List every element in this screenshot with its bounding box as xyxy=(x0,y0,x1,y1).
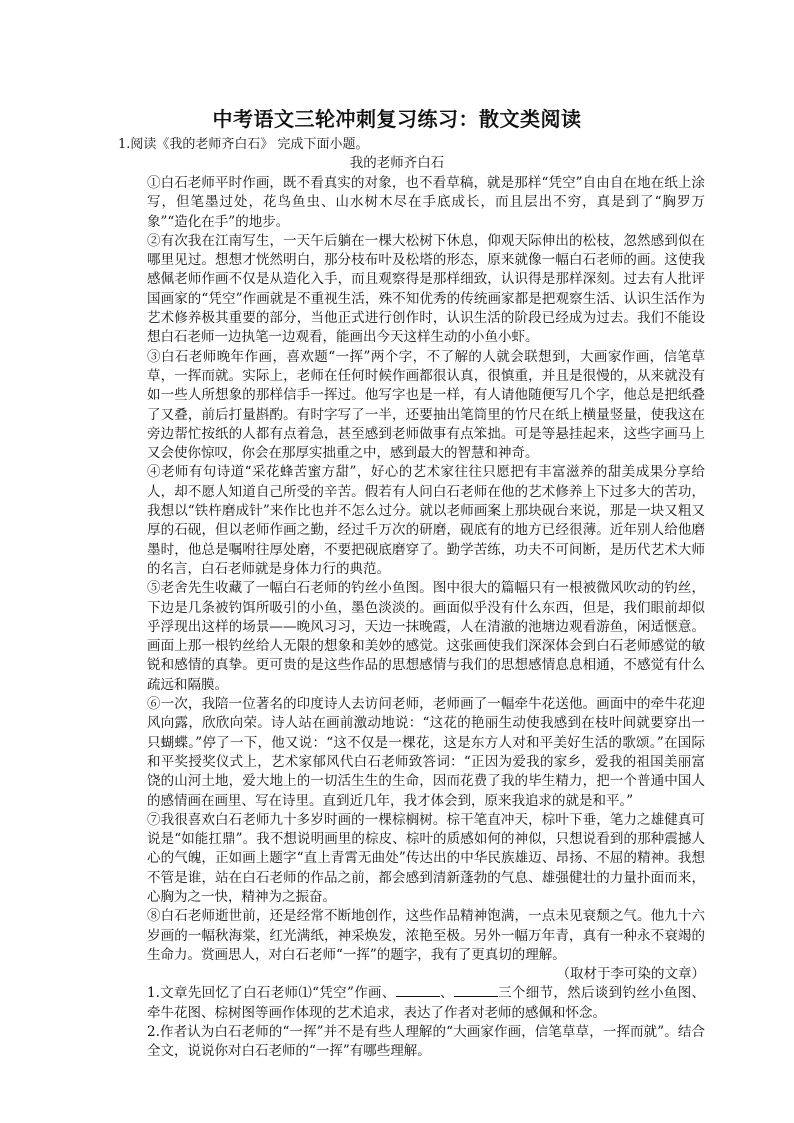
article-title: 我的老师齐白石 xyxy=(349,155,445,171)
question-1-text-a: 1.文章先回忆了白石老师⑴“凭空”作画、 xyxy=(147,985,396,1002)
answer-blank-2[interactable] xyxy=(454,984,498,997)
paragraph-2: ②有次我在江南写生，一天午后躺在一棵大松树下休息，仰观天际伸出的松枝，忽然感到似在哪里见过。想想才恍然明白，那分枝布叶及松塔的形态，原来就像一幅白石老师的画。这使我感佩老师作画不仅是从造化入手，而且观察得是那样细致，认识得是那样深刻。过去有人批评国画家的“凭空”作画就是不重视生活，殊不知优秀的传统画家都是把观察生活、认识生活作为艺术修养极其重要的部分，当他正式进行创作时，认识生活的阶段已经成为过去。我们不能设想白石老师一边执笔一边观看，能画出今天这样生动的小鱼小虾。 xyxy=(147,232,705,346)
answer-blank-1[interactable] xyxy=(396,984,440,997)
paragraph-4: ④老师有句诗道“采花蜂苦蜜方甜”，好心的艺术家往往只愿把有丰富滋养的甜美成果分享给人，却不愿人知道自己所受的辛苦。假若有人问白石老师在他的艺术修养上下过多大的苦功，我想以“铁杵磨成针”来作比也并不怎么过分。就以老师画案上那块砚台来说，那是一块又粗又厚的石砚，但以老师作画之勤，经过千万次的研磨，砚底有的地方已经很薄。近年别人给他磨墨时，他总是嘱咐往厚处磨，不要把砚底磨穿了。勤学苦练，功夫不可间断，是历代艺术大师的名言，白石老师就是身体力行的典范。 xyxy=(147,464,705,577)
paragraph-6: ⑥一次，我陪一位著名的印度诗人去访问老师，老师画了一幅牵牛花送他。画面中的牵牛花迎风向露，欣欣向荣。诗人站在画前激动地说：“这花的艳丽生动使我感到在枝叶间就要穿出一只蝴蝶。”停了一下，他又说：“这不仅是一棵花，这是东方人对和平美好生活的歌颂。”在国际和平奖授奖仪式上，艺术家郁风代白石老师致答词：“正因为爱我的家乡，爱我的祖国美丽富饶的山河土地，爱大地上的一切活生生的生命，因而花费了我的毕生精力，把一个普通中国人的感情画在画里、写在诗里。直到近几年，我才体会到，原来我追求的就是和平。” xyxy=(147,696,705,809)
question-1-sep: 、 xyxy=(439,985,454,1002)
question-intro: 1.阅读《我的老师齐白石》 完成下面小题。 xyxy=(118,137,369,152)
question-1 xyxy=(147,984,705,1023)
paragraph-8: ⑧白石老师逝世前，还是经常不断地创作，这些作品精神饱满，一点未见衰颓之气。他九十六岁画的一幅秋海棠，红光满纸，神采焕发，浓艳至极。另外一幅万年青，真有一种永不衰竭的生命力。赏画思人，对白石老师“一挥”的题字，我有了更真切的理解。 xyxy=(147,908,705,963)
page-title: 中考语文三轮冲刺复习练习：散文类阅读 xyxy=(212,107,582,131)
paragraph-1: ①白石老师平时作画，既不看真实的对象，也不看草稿，就是那样“凭空”自由自在地在纸上涂写，但笔墨过处，花鸟鱼虫、山水树木尽在手底成长，而且层出不穷，真是到了“胸罗万象”“造化在手”的地步。 xyxy=(147,175,705,230)
paragraph-7: ⑦我很喜欢白石老师九十多岁时画的一棵棕榈树。棕干笔直冲天，棕叶下垂，笔力之雄健真可说是“如能扛鼎”。我不想说明画里的棕皮、棕叶的质感如何的神似，只想说看到的那种震撼人心的气魄，正如画上题字“直上青霄无曲处”传达出的中华民族雄迈、昂扬、不屈的精神。我想不管是谁，站在白石老师的作品之前，都会感到清新蓬勃的气息、雄强健壮的力量扑面而来，心胸为之一快，精神为之振奋。 xyxy=(147,811,705,905)
paragraph-3: ③白石老师晚年作画，喜欢题“一挥”两个字，不了解的人就会联想到，大画家作画，信笔草草，一挥而就。实际上，老师在任何时候作画都很认真，很慎重，并且是很慢的，从来就没有如一些人所想象的那样信手一挥过。他写字也是一样，有人请他随便写几个字，他总是把纸叠了又叠，前后打量斟酌。有时字写了一半，还要抽出笔筒里的竹尺在纸上横量竖量，使我这在旁边帮忙按纸的人都有点着急，甚至感到老师做事有点笨拙。可是等悬挂起来，这些字画马上又会使你惊叹，你会在那厚实拙重之中，感到最大的智慧和神奇。 xyxy=(147,348,705,462)
question-2: 2.作者认为白石老师的“一挥”并不是有些人理解的“大画家作画，信笔草草，一挥而就”。结合全文，说说你对白石老师的“一挥”有哪些理解。 xyxy=(147,1024,705,1060)
paragraph-5: ⑤老舍先生收藏了一幅白石老师的钓丝小鱼图。图中很大的篇幅只有一根被微风吹动的钓丝，下边是几条被钓饵所吸引的小鱼，墨色淡淡的。画面似乎没有什么东西，但是，我们眼前却似乎浮现出这样的场景——晚风习习，天边一抹晚霞，人在清澈的池塘边观看游鱼，闲适惬意。画面上那一根钓丝给人无限的想象和美妙的感觉。这张画使我们深深体会到白石老师感觉的敏锐和感情的真挚。更可贵的是这些作品的思想感情与我们的思想感情息息相通，不感觉有什么疏远和隔膜。 xyxy=(147,580,705,693)
article-source: （取材于李可染的文章） xyxy=(556,966,705,983)
article-body xyxy=(147,174,705,1062)
question-1-text-b: 三个细节，然后谈到钓丝小鱼图、牵牛花图、棕树图等画作体现的艺术追求，表达了作者对老师的感佩和怀念。 xyxy=(147,985,706,1021)
